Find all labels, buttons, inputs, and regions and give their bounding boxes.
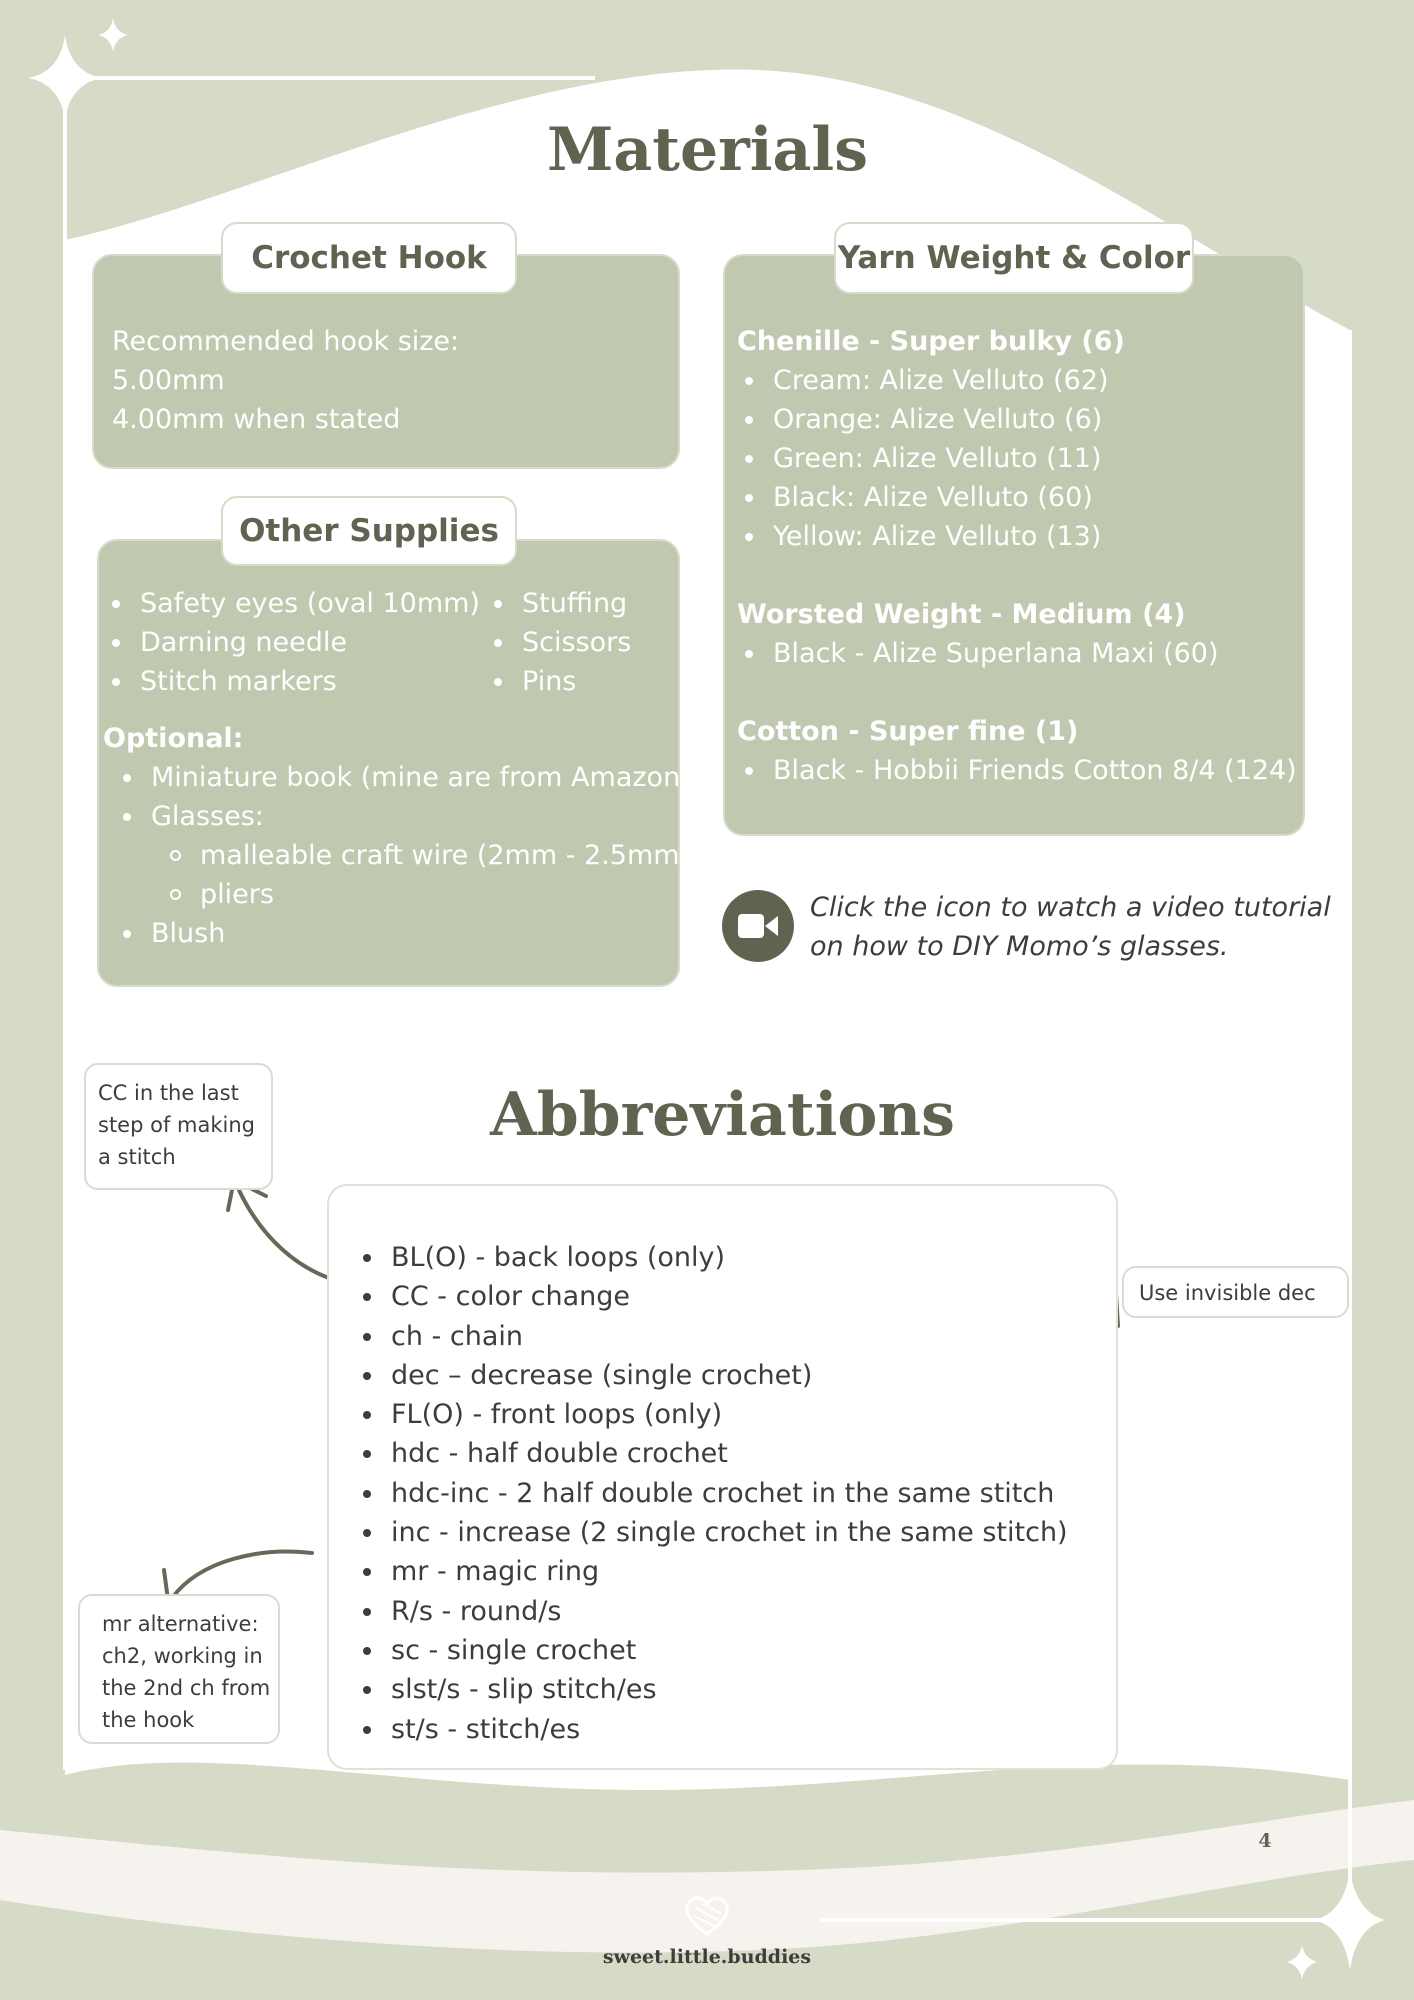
yarn-item: Yellow: Alize Velluto (13) [773, 517, 1297, 556]
abbreviation-item: CC - color change [391, 1277, 1068, 1316]
hook-line: 5.00mm [112, 365, 225, 396]
abbreviation-item: inc - increase (2 single crochet in the same stitch) [391, 1513, 1068, 1552]
supply-item: Scissors [522, 623, 631, 662]
yarn-group-heading: Cotton - Super fine (1) [737, 716, 1079, 747]
abbreviation-item: hdc - half double crochet [391, 1434, 1068, 1473]
supply-item: Stitch markers [140, 662, 480, 701]
abbreviation-item: mr - magic ring [391, 1552, 1068, 1591]
optional-item: Glasses: [151, 797, 691, 836]
abbreviation-item: hdc-inc - 2 half double crochet in the same stitch [391, 1474, 1068, 1513]
other-supplies-card [97, 539, 691, 987]
note-line: mr alternative: [102, 1612, 259, 1636]
optional-heading: Optional: [103, 723, 244, 754]
abbreviation-item: R/s - round/s [391, 1592, 1068, 1631]
page-number: 4 [1258, 1830, 1272, 1852]
note-line: CC in the last [98, 1081, 239, 1105]
optional-item: Miniature book (mine are from Amazon) [151, 758, 691, 797]
note-line: the 2nd ch from [102, 1676, 271, 1700]
supply-item: Darning needle [140, 623, 480, 662]
supply-item: Safety eyes (oval 10mm) [140, 584, 480, 623]
yarn-item: Orange: Alize Velluto (6) [773, 400, 1297, 439]
note-line: ch2, working in [102, 1644, 263, 1668]
page-title: Materials [546, 115, 869, 185]
yarn-item: Black: Alize Velluto (60) [773, 478, 1297, 517]
video-text-line: on how to DIY Momo’s glasses. [810, 931, 1229, 962]
optional-item: Blush [151, 914, 225, 953]
yarn-group-heading: Chenille - Super bulky (6) [737, 326, 1125, 357]
abbreviation-item: ch - chain [391, 1317, 1068, 1356]
abbreviation-item: dec – decrease (single crochet) [391, 1356, 1068, 1395]
yarn-item: Black - Alize Superlana Maxi (60) [773, 634, 1297, 673]
yarn-item: Black - Hobbii Friends Cotton 8/4 (124) [773, 751, 1297, 790]
crochet-hook-tab: Crochet Hook [221, 222, 517, 294]
supply-item: Pins [522, 662, 631, 701]
brand-name: sweet.little.buddies [602, 1946, 812, 1968]
mr-note [78, 1594, 280, 1744]
video-tutorial-text [810, 888, 1331, 966]
yarn-item: Green: Alize Velluto (11) [773, 439, 1297, 478]
note-line: the hook [102, 1708, 195, 1732]
hook-line: Recommended hook size: [112, 326, 460, 357]
glasses-subitem: pliers [200, 875, 690, 914]
abbreviation-item: BL(O) - back loops (only) [391, 1238, 1068, 1277]
hook-line: 4.00mm when stated [112, 404, 401, 435]
abbreviations-title: Abbreviations [490, 1080, 955, 1150]
video-text-line: Click the icon to watch a video tutorial [810, 892, 1331, 923]
note-line: step of making [98, 1113, 255, 1137]
yarn-item: Cream: Alize Velluto (62) [773, 361, 1297, 400]
abbreviation-item: slst/s - slip stitch/es [391, 1670, 1068, 1709]
yarn-card [723, 254, 1305, 836]
video-camera-icon[interactable] [722, 890, 794, 962]
dec-note [1122, 1266, 1349, 1318]
note-line: Use invisible dec [1139, 1281, 1316, 1305]
cc-note [84, 1063, 273, 1190]
supply-item: Stuffing [522, 584, 631, 623]
note-line: a stitch [98, 1145, 176, 1169]
abbreviation-item: sc - single crochet [391, 1631, 1068, 1670]
abbreviation-item: FL(O) - front loops (only) [391, 1395, 1068, 1434]
yarn-tab: Yarn Weight & Color [834, 222, 1194, 294]
glasses-subitem: malleable craft wire (2mm - 2.5mm) [200, 836, 690, 875]
yarn-group-heading: Worsted Weight - Medium (4) [737, 599, 1186, 630]
other-supplies-tab: Other Supplies [221, 496, 517, 566]
heart-logo-icon [682, 1894, 732, 1938]
abbreviation-item: st/s - stitch/es [391, 1710, 1068, 1749]
abbreviations-box [327, 1184, 1118, 1770]
